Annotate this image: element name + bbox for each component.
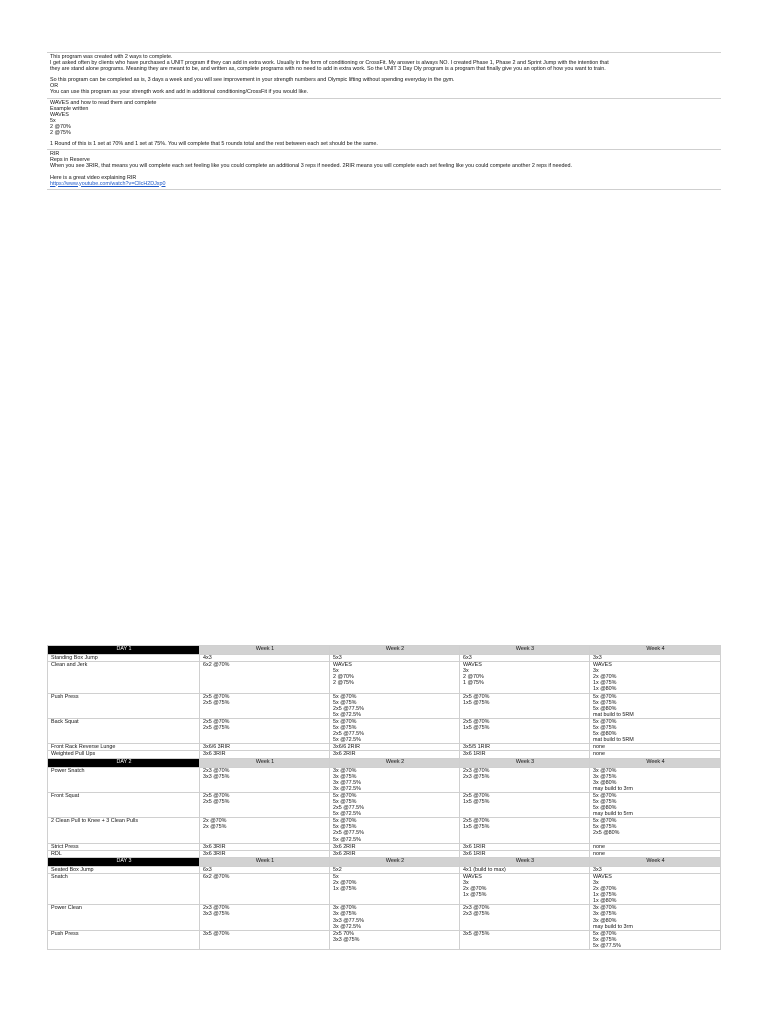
prescription-cell bbox=[590, 662, 721, 693]
exercise-name: Weighted Pull Ups bbox=[48, 751, 200, 758]
instructions-section bbox=[47, 52, 721, 190]
prescription-line: 1x5 @75% bbox=[463, 824, 490, 831]
prescription-line: 5x @72.5% bbox=[333, 811, 361, 818]
prescription-line: 5x @80% bbox=[593, 805, 617, 812]
prescription-cell bbox=[460, 905, 590, 930]
week-header: Week 2 bbox=[330, 646, 460, 655]
prescription-cell bbox=[460, 751, 590, 758]
prescription-line: 1x @75% bbox=[593, 892, 617, 899]
prescription-line: 3x @75% bbox=[593, 773, 617, 780]
prescription-line: 5x @75% bbox=[593, 699, 617, 706]
week-header: Week 4 bbox=[590, 646, 721, 655]
prescription-line: 2 @70% bbox=[463, 674, 484, 681]
text-line: WAVES and how to read them and complete bbox=[50, 99, 157, 106]
exercise-name: Standing Box Jump bbox=[48, 655, 200, 662]
prescription-line: 3x @80% bbox=[593, 779, 617, 786]
prescription-line: 3x3 @75% bbox=[203, 911, 230, 918]
prescription-line: 2x5 @77.5% bbox=[333, 731, 364, 738]
prescription-cell bbox=[460, 843, 590, 850]
prescription-cell bbox=[460, 818, 590, 843]
week-header: Week 3 bbox=[460, 646, 590, 655]
prescription-line: may build to 3rm bbox=[593, 923, 633, 930]
prescription-line: WAVES bbox=[463, 662, 482, 669]
prescription-line: 5x @75% bbox=[593, 725, 617, 732]
prescription-line: 1 @75% bbox=[463, 680, 484, 687]
exercise-row bbox=[48, 905, 721, 930]
exercise-name: Seated Box Jump bbox=[48, 866, 200, 873]
prescription-line: 2x5 @80% bbox=[593, 830, 620, 837]
text-line: 2 @70% bbox=[50, 123, 71, 130]
text-line: Example written bbox=[50, 105, 89, 112]
prescription-line: 2x5 @75% bbox=[203, 798, 230, 805]
prescription-cell bbox=[590, 693, 721, 718]
prescription-line: 2x3 @70% bbox=[463, 767, 490, 774]
prescription-cell bbox=[330, 751, 460, 758]
prescription-cell bbox=[590, 751, 721, 758]
prescription-line: 1x @75% bbox=[333, 886, 357, 893]
exercise-row bbox=[48, 792, 721, 817]
prescription-cell bbox=[590, 866, 721, 873]
prescription-cell bbox=[330, 767, 460, 792]
exercise-name: Front Squat bbox=[48, 792, 200, 817]
text-line: RIR bbox=[50, 151, 60, 158]
prescription-line: 5x @70% bbox=[333, 792, 357, 799]
exercise-row bbox=[48, 718, 721, 743]
prescription-cell bbox=[590, 718, 721, 743]
text-line: I get asked often by clients who have purchased a UNIT program if they can add in extra work. Usually in the form of conditioning or CrossFit. My answer is always NO. I created Phase 1, Phase 2 and Sprint Jump with the intention that bbox=[50, 60, 609, 67]
text-line: 1 Round of this is 1 set at 70% and 1 set at 75%. You will complete that 5 rounds total and the rest between each set should be the same. bbox=[50, 141, 378, 148]
prescription-line: 3x3 @77.5% bbox=[333, 917, 364, 924]
prescription-line: 5x @70% bbox=[593, 930, 617, 937]
prescription-cell bbox=[330, 850, 460, 857]
prescription-line: 5x @75% bbox=[333, 725, 357, 732]
prescription-line: 3x @75% bbox=[333, 911, 357, 918]
video-link[interactable]: https://www.youtube.com/watch?v=CllсH2DJxp0 bbox=[50, 180, 166, 187]
prescription-line: 1x @80% bbox=[593, 686, 617, 693]
prescription-cell bbox=[330, 866, 460, 873]
text-line: So this program can be completed as is, 3 days a week and you will see improvement in your strength numbers and Olympic lifting without spending everyday in the gym. bbox=[50, 77, 455, 84]
text-line: 5x bbox=[50, 117, 56, 124]
exercise-name: Snatch bbox=[48, 873, 200, 904]
prescription-line: 3x3 bbox=[593, 655, 602, 661]
day-header-row bbox=[48, 857, 721, 866]
prescription-cell bbox=[460, 792, 590, 817]
exercise-row bbox=[48, 655, 721, 662]
prescription-line: none bbox=[593, 744, 605, 751]
prescription-cell bbox=[330, 662, 460, 693]
prescription-cell bbox=[200, 662, 330, 693]
prescription-line: 5x @75% bbox=[593, 824, 617, 831]
prescription-line: 2x5 @77.5% bbox=[333, 705, 364, 712]
prescription-line: none bbox=[593, 850, 605, 857]
text-line: This program was created with 2 ways to complete. bbox=[50, 54, 173, 60]
exercise-name: Back Squat bbox=[48, 718, 200, 743]
prescription-line: 2x5 @70% bbox=[203, 693, 230, 700]
prescription-line: 5x @80% bbox=[593, 731, 617, 738]
prescription-line: 5x @70% bbox=[593, 693, 617, 700]
prescription-cell bbox=[460, 744, 590, 751]
prescription-line: 4x1 (build to max) bbox=[463, 866, 506, 873]
prescription-line: 3x @70% bbox=[593, 905, 617, 912]
prescription-line: 5x @70% bbox=[333, 693, 357, 700]
prescription-line: 3x6 2RIR bbox=[333, 843, 356, 850]
prescription-line: 3x3 @75% bbox=[333, 936, 360, 943]
prescription-line: 2x5 @70% bbox=[463, 792, 490, 799]
exercise-name: Power Snatch bbox=[48, 767, 200, 792]
exercise-row bbox=[48, 767, 721, 792]
prescription-line: 2x3 @70% bbox=[463, 905, 490, 912]
prescription-line: 5x @80% bbox=[593, 705, 617, 712]
prescription-cell bbox=[460, 850, 590, 857]
prescription-cell bbox=[330, 693, 460, 718]
prescription-line: 1x5 @75% bbox=[463, 699, 490, 706]
day-header-row bbox=[48, 646, 721, 655]
prescription-line: 3x6 3RIR bbox=[203, 843, 226, 850]
prescription-line: 1x @75% bbox=[593, 680, 617, 687]
prescription-cell bbox=[330, 930, 460, 949]
prescription-line: 2x5 70% bbox=[333, 930, 354, 937]
exercise-name: Strict Press bbox=[48, 843, 200, 850]
prescription-line: WAVES bbox=[593, 873, 612, 880]
prescription-line: 3x @70% bbox=[333, 767, 357, 774]
instruction-block bbox=[47, 52, 721, 99]
prescription-cell bbox=[330, 718, 460, 743]
prescription-line: 3x6 3RIR bbox=[203, 850, 226, 857]
prescription-line: 4x3 bbox=[203, 655, 212, 661]
prescription-cell bbox=[200, 843, 330, 850]
prescription-line: WAVES bbox=[463, 873, 482, 880]
prescription-line: 3x5 @70% bbox=[203, 930, 230, 937]
week-header: Week 2 bbox=[330, 857, 460, 866]
prescription-line: 5x bbox=[333, 873, 339, 880]
prescription-line: 3x6 1RIR bbox=[463, 850, 486, 857]
prescription-cell bbox=[460, 662, 590, 693]
prescription-line: 2x @75% bbox=[203, 824, 227, 831]
prescription-cell bbox=[590, 873, 721, 904]
exercise-name: 2 Clean Pull to Knee + 3 Clean Pulls bbox=[48, 818, 200, 843]
prescription-line: 3x @70% bbox=[333, 905, 357, 912]
prescription-line: 2x5 @70% bbox=[463, 693, 490, 700]
prescription-line: 6x2 @70% bbox=[203, 873, 230, 880]
prescription-line: 3x6 2RIR bbox=[333, 751, 356, 758]
prescription-cell bbox=[460, 930, 590, 949]
prescription-line: 3x bbox=[463, 880, 469, 886]
prescription-line: may build to 3rm bbox=[593, 785, 633, 792]
prescription-cell bbox=[200, 751, 330, 758]
instruction-block bbox=[47, 99, 721, 151]
prescription-cell bbox=[200, 693, 330, 718]
text-line: You can use this program as your strength work and add in additional conditioning/CrossFit if you would like. bbox=[50, 89, 309, 96]
week-header: Week 1 bbox=[200, 646, 330, 655]
prescription-cell bbox=[200, 718, 330, 743]
prescription-line: 2x5 @70% bbox=[203, 792, 230, 799]
prescription-cell bbox=[590, 792, 721, 817]
prescription-line: 3x6 3RIR bbox=[203, 751, 226, 758]
prescription-line: 3x @75% bbox=[593, 911, 617, 918]
prescription-line: 3x bbox=[463, 668, 469, 675]
prescription-line: 1x @75% bbox=[463, 892, 487, 899]
prescription-cell bbox=[200, 866, 330, 873]
exercise-row bbox=[48, 818, 721, 843]
prescription-cell bbox=[330, 873, 460, 904]
prescription-line: 5x @72.5% bbox=[333, 711, 361, 718]
prescription-line: 3x6 1RIR bbox=[463, 843, 486, 850]
prescription-line: 5x @72.5% bbox=[333, 737, 361, 744]
prescription-line: none bbox=[593, 751, 605, 758]
prescription-line: 1x5 @75% bbox=[463, 725, 490, 732]
prescription-line: 6x3 bbox=[203, 866, 212, 873]
prescription-line: 5x @70% bbox=[333, 718, 357, 725]
prescription-line: 2x3 @75% bbox=[463, 911, 490, 918]
prescription-line: 2x3 @75% bbox=[463, 773, 490, 780]
prescription-line: 3x6/6 2RIR bbox=[333, 744, 360, 751]
prescription-line: may build to 5rm bbox=[593, 811, 633, 818]
week-header: Week 1 bbox=[200, 758, 330, 767]
instruction-block bbox=[47, 150, 721, 189]
prescription-line: 2x5 @77.5% bbox=[333, 805, 364, 812]
prescription-line: 5x @75% bbox=[333, 824, 357, 831]
prescription-line: 5x @75% bbox=[593, 936, 617, 943]
prescription-line: 5x @70% bbox=[333, 818, 357, 825]
exercise-row bbox=[48, 751, 721, 758]
prescription-line: 3x6 2RIR bbox=[333, 850, 356, 857]
week-header: Week 2 bbox=[330, 758, 460, 767]
exercise-row bbox=[48, 662, 721, 693]
text-line: OR bbox=[50, 83, 59, 90]
prescription-line: WAVES bbox=[593, 662, 612, 669]
program-table-section bbox=[47, 645, 720, 950]
prescription-line: 2x5 @70% bbox=[463, 818, 490, 825]
prescription-cell bbox=[200, 905, 330, 930]
prescription-cell bbox=[330, 818, 460, 843]
prescription-line: 5x bbox=[333, 668, 339, 675]
prescription-cell bbox=[590, 843, 721, 850]
exercise-row bbox=[48, 850, 721, 857]
prescription-line: 2x5 @77.5% bbox=[333, 830, 364, 837]
exercise-name: Push Press bbox=[48, 930, 200, 949]
prescription-line: 1x @80% bbox=[593, 898, 617, 905]
prescription-cell bbox=[460, 866, 590, 873]
prescription-line: 5x @75% bbox=[333, 798, 357, 805]
prescription-cell bbox=[200, 850, 330, 857]
prescription-line: 6x3 bbox=[463, 655, 472, 661]
prescription-line: 3x @72.5% bbox=[333, 923, 361, 930]
week-header: Week 3 bbox=[460, 857, 590, 866]
prescription-line: 2x @70% bbox=[333, 880, 357, 886]
day-label: DAY 2 bbox=[48, 758, 200, 767]
prescription-line: 2x3 @70% bbox=[203, 767, 230, 774]
prescription-cell bbox=[200, 744, 330, 751]
prescription-line: 3x3 bbox=[593, 866, 602, 873]
prescription-line: 2x5 @75% bbox=[203, 725, 230, 732]
prescription-cell bbox=[200, 767, 330, 792]
prescription-cell bbox=[460, 718, 590, 743]
day-label: DAY 1 bbox=[48, 646, 200, 655]
prescription-line: 3x3 @75% bbox=[203, 773, 230, 780]
prescription-line: 2x5 @70% bbox=[463, 718, 490, 725]
prescription-line: 3x @75% bbox=[333, 773, 357, 780]
exercise-row bbox=[48, 693, 721, 718]
prescription-line: 3x @70% bbox=[593, 767, 617, 774]
prescription-line: 5x @77.5% bbox=[593, 942, 621, 949]
day-label: DAY 3 bbox=[48, 857, 200, 866]
exercise-row bbox=[48, 843, 721, 850]
prescription-line: 3x @72.5% bbox=[333, 785, 361, 792]
text-line: they are stand alone programs. Meaning they are meant to be, and written as, complete programs with no need to add in extra work. So the UNIT 3 Day Oly program is a program that finally give you an option of how you want to train. bbox=[50, 66, 606, 73]
exercise-name: Front Rack Reverse Lunge bbox=[48, 744, 200, 751]
exercise-row bbox=[48, 873, 721, 904]
prescription-line: 5x @70% bbox=[593, 718, 617, 725]
prescription-line: none bbox=[593, 843, 605, 850]
prescription-line: 5x @75% bbox=[333, 699, 357, 706]
prescription-line: 1x5 @75% bbox=[463, 798, 490, 805]
prescription-cell bbox=[330, 792, 460, 817]
prescription-cell bbox=[460, 693, 590, 718]
prescription-cell bbox=[200, 930, 330, 949]
prescription-line: 2x3 @70% bbox=[203, 905, 230, 912]
prescription-cell bbox=[330, 905, 460, 930]
prescription-cell bbox=[590, 905, 721, 930]
prescription-cell bbox=[590, 767, 721, 792]
week-header: Week 4 bbox=[590, 857, 721, 866]
prescription-line: 5x @70% bbox=[593, 818, 617, 825]
exercise-row bbox=[48, 930, 721, 949]
prescription-cell bbox=[460, 873, 590, 904]
prescription-cell bbox=[590, 744, 721, 751]
text-line: Reps in Reserve bbox=[50, 157, 90, 164]
day-header-row bbox=[48, 758, 721, 767]
exercise-row bbox=[48, 866, 721, 873]
prescription-line: 2x @70% bbox=[203, 818, 227, 825]
week-header: Week 4 bbox=[590, 758, 721, 767]
prescription-line: 3x5 @75% bbox=[463, 930, 490, 937]
prescription-line: mat build to 5RM bbox=[593, 711, 634, 718]
prescription-line: 5x2 bbox=[333, 866, 342, 873]
prescription-cell bbox=[460, 767, 590, 792]
prescription-line: 6x2 @70% bbox=[203, 662, 230, 669]
exercise-row bbox=[48, 744, 721, 751]
exercise-name: RDL bbox=[48, 850, 200, 857]
prescription-line: mat build to 5RM bbox=[593, 737, 634, 744]
prescription-line: 3x @77.5% bbox=[333, 779, 361, 786]
prescription-line: 3x bbox=[593, 668, 599, 675]
prescription-line: 3x6/6 3RIR bbox=[203, 744, 230, 751]
text-line: When you see 3RIR, that means you will complete each set feeling like you could complete an additional 3 reps if needed. 2RIR means you will complete each set feeling like you could compete another 2 reps if needed. bbox=[50, 163, 572, 170]
week-header: Week 1 bbox=[200, 857, 330, 866]
prescription-line: 2 @70% bbox=[333, 674, 354, 681]
text-line: WAVES bbox=[50, 111, 69, 118]
prescription-line: 5x @70% bbox=[593, 792, 617, 799]
prescription-line: WAVES bbox=[333, 662, 352, 669]
prescription-line: 5x @72.5% bbox=[333, 836, 361, 843]
prescription-line: 3x @80% bbox=[593, 917, 617, 924]
prescription-cell bbox=[200, 792, 330, 817]
prescription-cell bbox=[590, 655, 721, 662]
prescription-line: 5x3 bbox=[333, 655, 342, 661]
prescription-cell bbox=[200, 873, 330, 904]
prescription-line: 3x5/5 1RIR bbox=[463, 744, 490, 751]
prescription-line: 2x5 @70% bbox=[203, 718, 230, 725]
prescription-cell bbox=[590, 850, 721, 857]
prescription-line: 2x5 @75% bbox=[203, 699, 230, 706]
prescription-cell bbox=[330, 744, 460, 751]
prescription-line: 2x @70% bbox=[593, 886, 617, 893]
prescription-cell bbox=[330, 655, 460, 662]
prescription-cell bbox=[200, 655, 330, 662]
prescription-line: 5x @75% bbox=[593, 798, 617, 805]
prescription-cell bbox=[590, 930, 721, 949]
prescription-line: 3x6 1RIR bbox=[463, 751, 486, 758]
program-table bbox=[47, 645, 721, 950]
exercise-name: Clean and Jerk bbox=[48, 662, 200, 693]
prescription-line: 2x @70% bbox=[593, 674, 617, 681]
prescription-line: 3x bbox=[593, 880, 599, 886]
prescription-line: 2 @75% bbox=[333, 680, 354, 687]
prescription-cell bbox=[460, 655, 590, 662]
prescription-cell bbox=[590, 818, 721, 843]
prescription-cell bbox=[200, 818, 330, 843]
prescription-line: 2x @70% bbox=[463, 886, 487, 893]
text-line: 2 @75% bbox=[50, 130, 71, 137]
text-line: Here is a great video explaining RIR bbox=[50, 174, 137, 181]
exercise-name: Power Clean bbox=[48, 905, 200, 930]
prescription-cell bbox=[330, 843, 460, 850]
week-header: Week 3 bbox=[460, 758, 590, 767]
exercise-name: Push Press bbox=[48, 693, 200, 718]
